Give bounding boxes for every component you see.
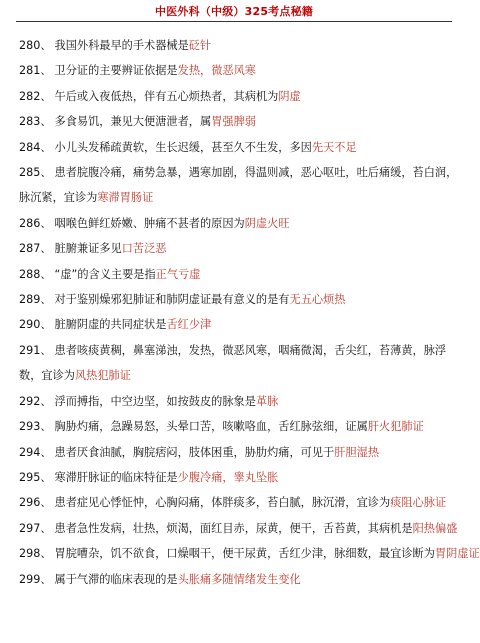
item-text: 胸胁灼痛，急躁易怒，头晕口苦，咳嗽咯血，舌红脉弦细，证属	[54, 420, 368, 434]
item-text: 脏腑兼证多见	[54, 242, 122, 256]
item-text: 对于鉴别燥邪犯肺证和肺阴虚证最有意义的是有	[54, 293, 290, 307]
header-divider	[16, 21, 452, 22]
item-answer: 革脉	[255, 394, 279, 408]
item-text: 寒滞肝脉证的临床特征是	[54, 470, 178, 484]
item-number: 289、	[19, 293, 52, 307]
item-answer: 无五心烦热	[289, 293, 346, 307]
item-answer: 阴虚	[278, 89, 301, 103]
list-item	[19, 465, 459, 490]
item-answer: 胃阴虚证	[434, 547, 480, 561]
item-answer: 阴虚火旺	[244, 216, 290, 230]
item-answer: 寒滞胃肠证	[97, 191, 154, 205]
item-number: 298、	[19, 547, 52, 561]
item-number: 281、	[19, 64, 52, 78]
item-answer: 阳热偏盛	[412, 521, 458, 535]
list-item	[19, 211, 459, 236]
list-item	[19, 160, 459, 211]
item-answer: 舌红少津	[166, 318, 212, 332]
item-number: 287、	[19, 242, 52, 256]
item-number: 291、	[19, 343, 52, 357]
list-item	[19, 516, 459, 541]
list-item	[19, 33, 459, 58]
item-answer: 砭针	[188, 39, 212, 52]
item-answer: 少腹冷痛，睾丸坠胀	[177, 470, 279, 484]
item-text: 我国外科最早的手术器械是	[54, 39, 189, 52]
item-number: 284、	[19, 140, 52, 154]
item-text: 患者脘腹冷痛，痛势急暴，遇寒加剧，得温则减，恶心呕吐，吐后痛缓，苔白润，脉沉紧，宜诊为	[19, 166, 458, 205]
list-item	[19, 414, 459, 439]
item-number: 282、	[19, 89, 52, 103]
list-item	[19, 236, 459, 261]
list-item	[19, 287, 459, 312]
item-number: 299、	[19, 572, 52, 586]
item-text: 小儿头发稀疏黄软，生长迟缓，甚至久不生发，多因	[54, 140, 312, 154]
page-header-title: 中医外科（中级）325考点秘籍	[155, 5, 313, 18]
item-text: 午后或入夜低热，伴有五心烦热者，其病机为	[54, 89, 279, 103]
item-answer: 口苦泛恶	[121, 242, 167, 256]
item-number: 283、	[19, 115, 52, 129]
item-number: 295、	[19, 470, 52, 484]
list-item	[19, 490, 459, 515]
item-text: 脏腑阴虚的共同症状是	[54, 318, 167, 332]
item-number: 296、	[19, 496, 52, 510]
item-answer: 痰阻心脉证	[390, 496, 447, 510]
item-answer: 先天不足	[311, 140, 357, 154]
item-number: 297、	[19, 521, 52, 535]
item-answer: 正气亏虚	[155, 267, 201, 281]
list-item	[19, 262, 459, 287]
item-text: 胃脘嘈杂，饥不欲食，口燥咽干，便干尿黄，舌红少津，脉细数，最宜诊断为	[54, 547, 435, 561]
question-list	[19, 33, 480, 592]
item-number: 288、	[19, 267, 52, 281]
item-number: 294、	[19, 445, 52, 459]
list-item	[19, 312, 459, 337]
item-text: 多食易饥，兼见大便溏泄者，属	[54, 115, 212, 129]
list-item	[19, 58, 459, 83]
item-text: “虚”的含义主要是指	[54, 267, 156, 281]
list-item	[19, 84, 459, 109]
item-answer: 肝胆湿热	[334, 445, 380, 459]
item-text: 属于气滞的临床表现的是	[54, 572, 178, 586]
item-answer: 肝火犯肺证	[367, 420, 424, 434]
item-number: 286、	[19, 216, 52, 230]
item-text: 患者症见心悸怔忡，心胸闷痛，体胖痰多，苔白腻，脉沉滑，宜诊为	[54, 496, 391, 510]
item-number: 292、	[19, 394, 52, 408]
item-text: 患者急性发病，壮热，烦渴，面红目赤，尿黄，便干，舌苔黄，其病机是	[54, 521, 413, 535]
item-text: 患者咳痰黄稠，鼻塞涕浊，发热，微恶风寒，咽痛微渴，舌尖红，苔薄黄，脉浮数，宜诊为	[19, 343, 447, 383]
list-item	[19, 567, 459, 592]
item-answer: 头胀痛多随情绪发生变化	[177, 572, 301, 586]
list-item	[19, 135, 459, 160]
list-item	[19, 338, 459, 389]
list-item	[19, 389, 459, 414]
item-text: 咽喉色鲜红娇嫩、肿痛不甚者的原因为	[54, 216, 245, 230]
item-text: 浮而搏指，中空边坚，如按鼓皮的脉象是	[54, 394, 256, 408]
item-answer: 胃强脾弱	[211, 115, 256, 129]
item-text: 患者厌食油腻，胸脘痞闷，肢体困重，胁肋灼痛，可见于	[54, 445, 335, 459]
item-answer: 发热，微恶风寒	[177, 64, 256, 78]
item-answer: 风热犯肺证	[74, 369, 131, 383]
item-number: 280、	[19, 39, 52, 52]
item-number: 285、	[19, 166, 52, 180]
list-item	[19, 109, 459, 134]
list-item	[19, 541, 480, 566]
item-number: 293、	[19, 420, 52, 434]
item-text: 卫分证的主要辨证依据是	[54, 64, 178, 78]
item-number: 290、	[19, 318, 52, 332]
list-item	[19, 440, 459, 465]
